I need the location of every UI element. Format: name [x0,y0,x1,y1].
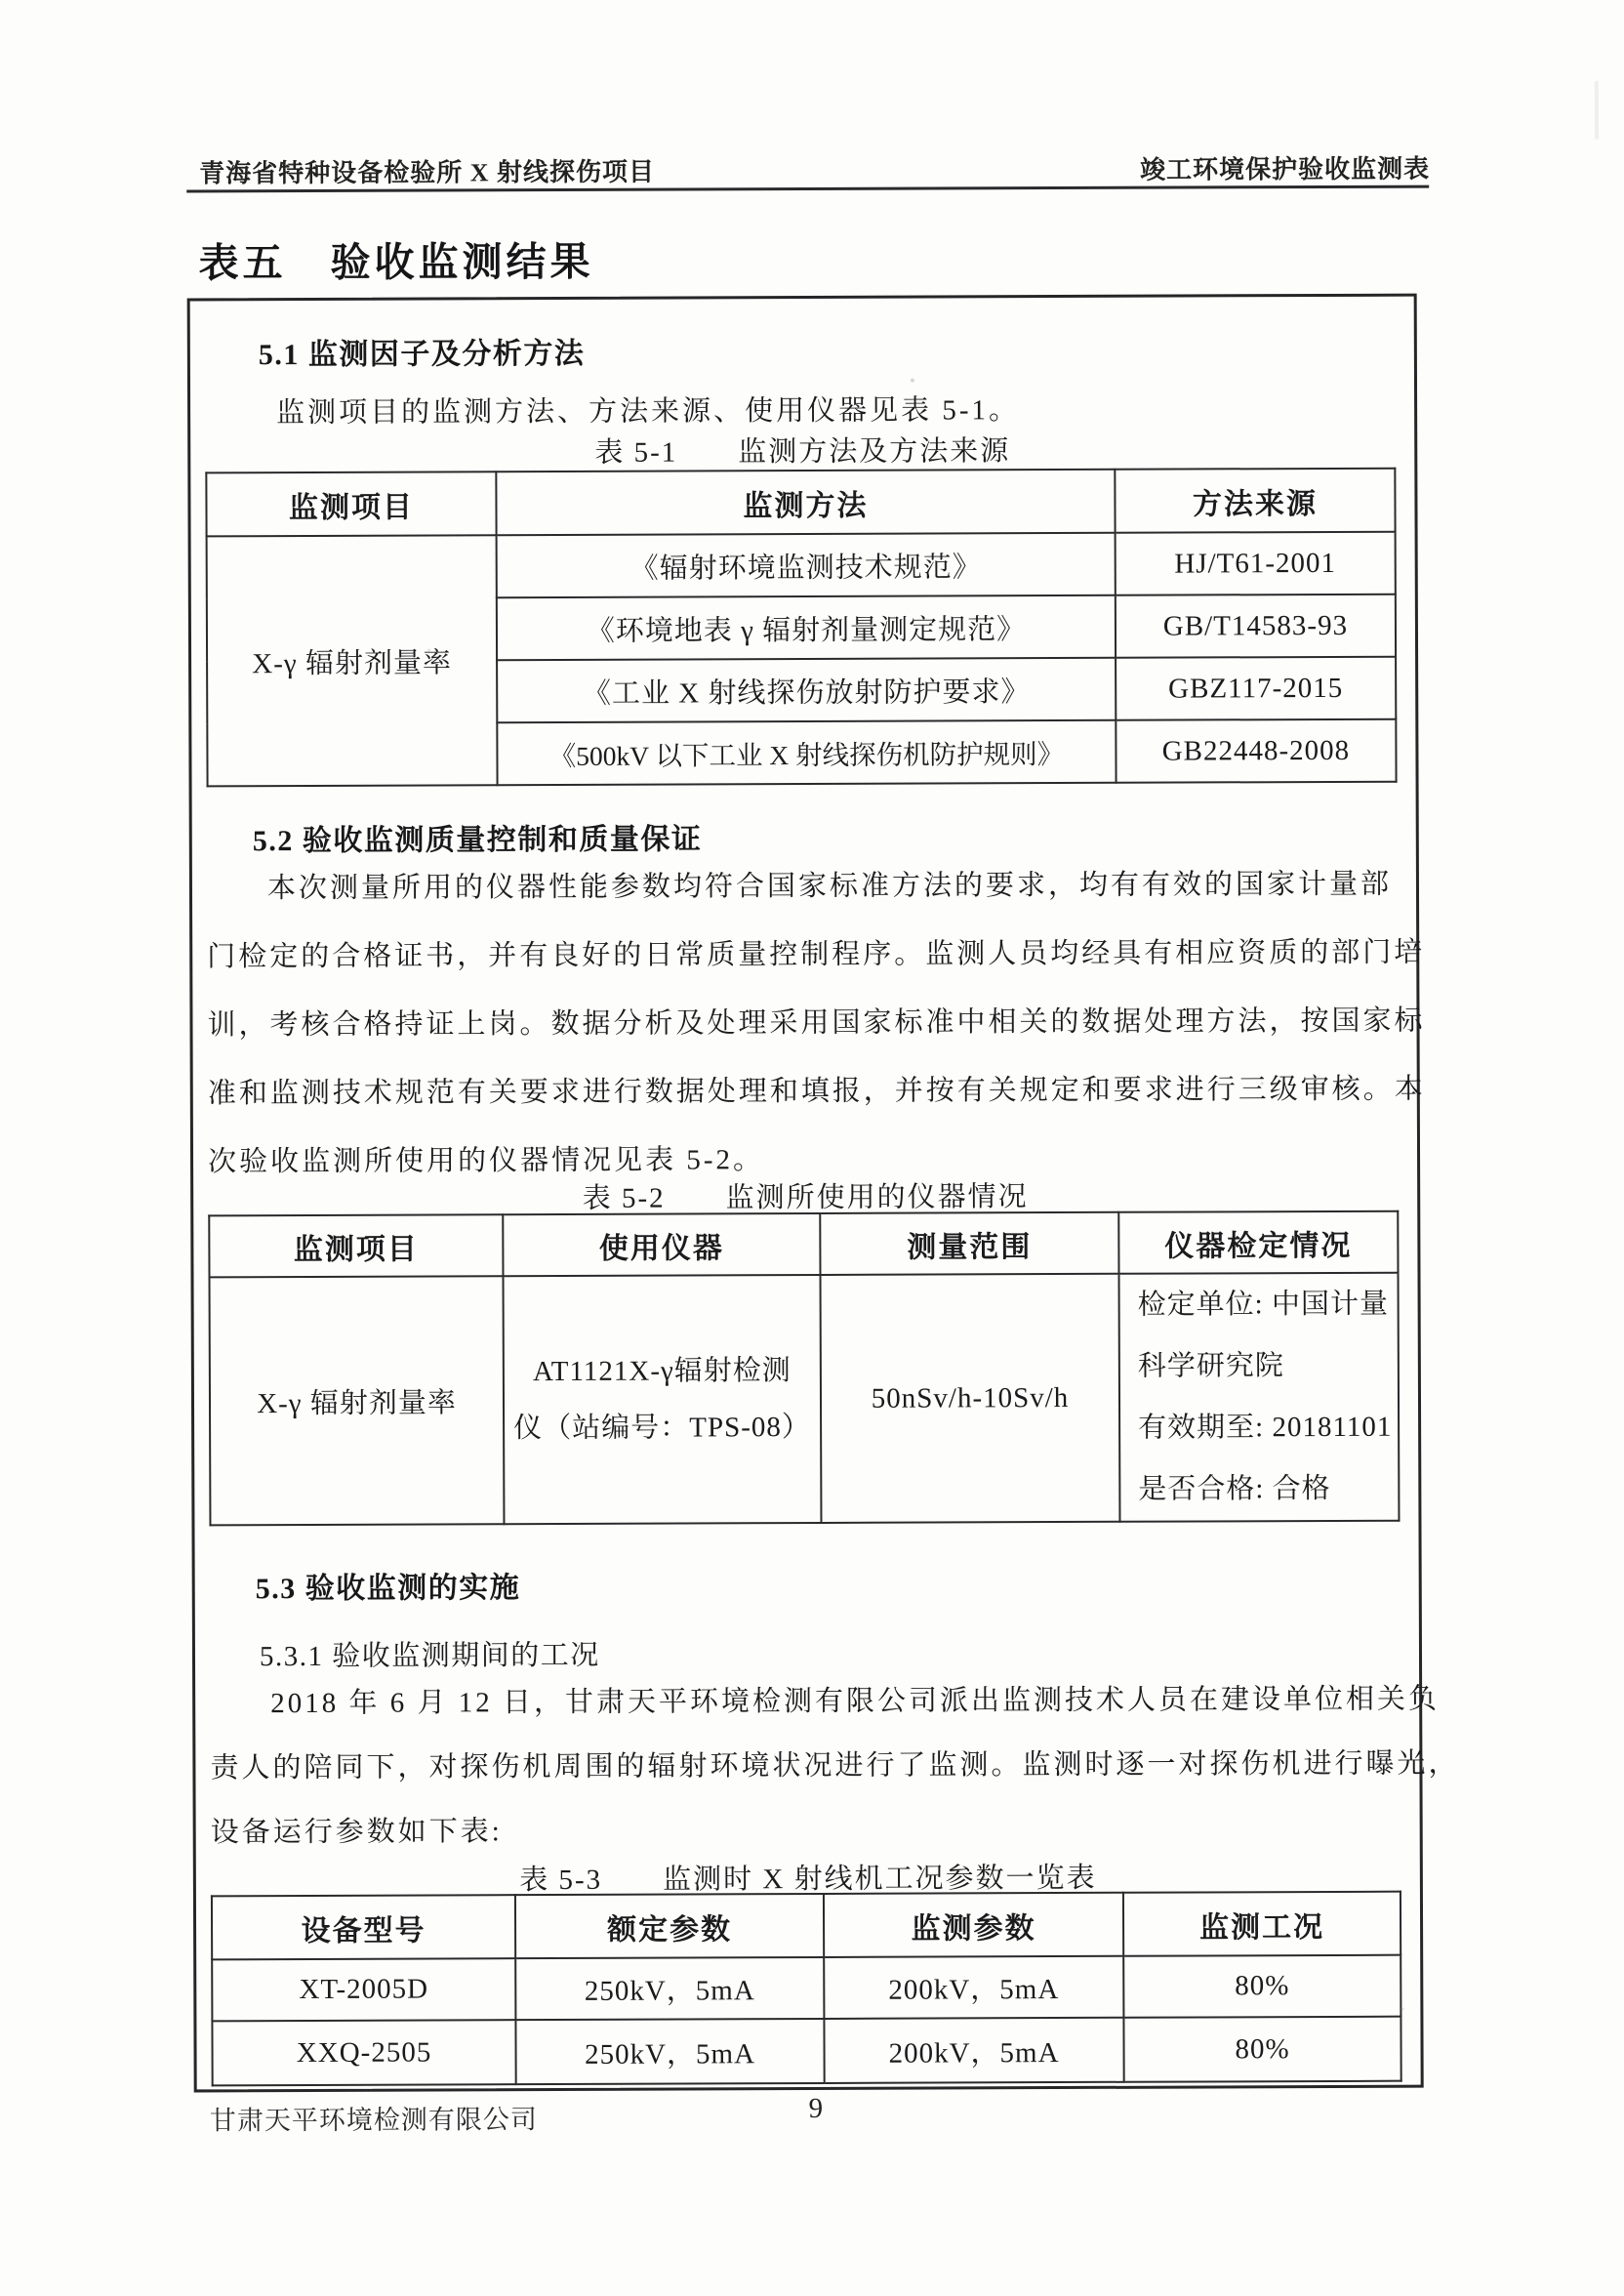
section-5-2-paragraph [207,850,1426,1197]
footer-page-number: 9 [808,2092,824,2125]
verification-line: 检定单位: 中国计量 [1137,1288,1389,1321]
table-row [207,532,1396,599]
table-5-3 [211,1891,1402,2087]
scan-artifact [911,379,914,383]
monitored-params-cell: 200kV，5mA [824,1956,1123,2019]
column-header-item: 监测项目 [209,1214,503,1277]
paragraph-line: 训，考核合格持证上岗。数据分析及处理采用国家标准中相关的数据处理方法，按国家标 [207,1004,1426,1042]
column-header-instrument: 使用仪器 [503,1213,820,1276]
column-header-condition: 监测工况 [1123,1892,1401,1956]
paragraph-line: 2018 年 6 月 12 日，甘肃天平环境检测有限公司派出监测技术人员在建设单位相关负 [270,1683,1440,1720]
column-header-rated: 额定参数 [515,1894,824,1958]
scan-artifact [1401,2008,1403,2011]
column-header-item: 监测项目 [206,472,496,536]
column-header-verification: 仪器检定情况 [1118,1211,1398,1274]
paragraph-line: 准和监测技术规范有关要求进行数据处理和填报，并按有关规定和要求进行三级审核。本 [207,1073,1426,1110]
paragraph-line: 次验收监测所使用的仪器情况见表 5-2。 [207,1144,765,1178]
column-header-range: 测量范围 [820,1212,1118,1275]
table-5-1 [205,468,1397,788]
monitored-item-cell: X-γ 辐射剂量率 [210,1276,505,1525]
table-5-2 [208,1210,1400,1527]
column-header-monitored: 监测参数 [824,1893,1123,1957]
condition-cell: 80% [1123,1955,1401,2018]
table-row [210,1273,1400,1526]
paragraph-line: 本次测量所用的仪器性能参数均符合国家标准方法的要求，均有有效的国家计量部 [266,868,1393,905]
monitored-params-cell: 200kV，5mA [824,2018,1123,2083]
condition-cell: 80% [1123,2017,1401,2082]
footer-company-name: 甘肃天平环境检测有限公司 [209,2105,538,2136]
scan-artifact [1595,81,1599,140]
paragraph-line: 设备运行参数如下表: [210,1816,503,1849]
source-cell: GB22448-2008 [1116,719,1396,783]
header-project-name: 青海省特种设备检验所 X 射线探伤项目 [199,157,655,188]
table-5-3-header-row [212,1892,1401,1960]
source-cell: HJ/T61-2001 [1116,532,1396,595]
paragraph-line: 责人的陪同下，对探伤机周围的辐射环境状况进行了监测。监测时逐一对探伤机进行曝光， [210,1747,1460,1784]
device-model-cell: XXQ-2505 [212,2020,515,2085]
verification-line: 有效期至: 20181101 [1138,1411,1393,1444]
instrument-line: AT1121X-γ辐射检测 [532,1355,792,1388]
table-5-1-caption: 表 5-1 监测方法及方法来源 [594,435,1011,469]
section-5-3-1-heading: 5.3.1 验收监测期间的工况 [259,1639,600,1673]
table-row [212,2017,1401,2086]
header-doc-type: 竣工环境保护验收监测表 [1140,154,1431,184]
source-cell: GBZ117-2015 [1116,657,1396,720]
method-cell: 《环境地表 γ 辐射剂量测定规范》 [497,595,1116,660]
table-5-1-header-row [206,469,1395,537]
verification-line: 科学研究院 [1137,1350,1284,1382]
source-cell: GB/T14583-93 [1116,594,1396,658]
scan-artifact [1261,1082,1264,1085]
section-5-1-heading: 5.1 监测因子及分析方法 [258,337,586,372]
page-title: 表五 验收监测结果 [198,238,594,286]
monitored-item-cell: X-γ 辐射剂量率 [207,535,498,786]
table-5-2-header-row [209,1211,1398,1278]
column-header-model: 设备型号 [212,1895,515,1959]
device-model-cell: XT-2005D [212,1958,515,2021]
table-5-3-caption: 表 5-3 监测时 X 射线机工况参数一览表 [519,1862,1097,1897]
scan-artifact [427,648,430,651]
method-cell: 《辐射环境监测技术规范》 [497,533,1116,597]
verification-line: 是否合格: 合格 [1138,1472,1331,1505]
instrument-cell [504,1275,822,1524]
table-5-2-caption: 表 5-2 监测所使用的仪器情况 [582,1181,1029,1214]
section-5-2-heading: 5.2 验收监测质量控制和质量保证 [252,823,703,858]
content-border-box [187,294,1460,2093]
section-5-3-paragraph [210,1667,1460,1866]
column-header-source: 方法来源 [1115,469,1395,533]
section-5-3-heading: 5.3 验收监测的实施 [255,1572,521,1606]
rated-params-cell: 250kV，5mA [515,2019,824,2084]
running-header [188,149,1430,190]
range-cell: 50nSv/h-10Sv/h [820,1274,1119,1523]
method-cell: 《500kV 以下工业 X 射线探伤机防护规则》 [497,720,1116,785]
section-5-1-intro: 监测项目的监测方法、方法来源、使用仪器见表 5-1。 [276,394,1021,430]
verification-cell [1118,1273,1399,1522]
instrument-line: 仪（站编号：TPS-08） [513,1412,811,1445]
table-row [212,1955,1401,2022]
method-cell: 《工业 X 射线探伤放射防护要求》 [497,658,1116,722]
paragraph-line: 门检定的合格证书，并有良好的日常质量控制程序。监测人员均经具有相应资质的部门培 [207,936,1426,973]
column-header-method: 监测方法 [496,470,1115,535]
rated-params-cell: 250kV，5mA [515,1957,824,2020]
